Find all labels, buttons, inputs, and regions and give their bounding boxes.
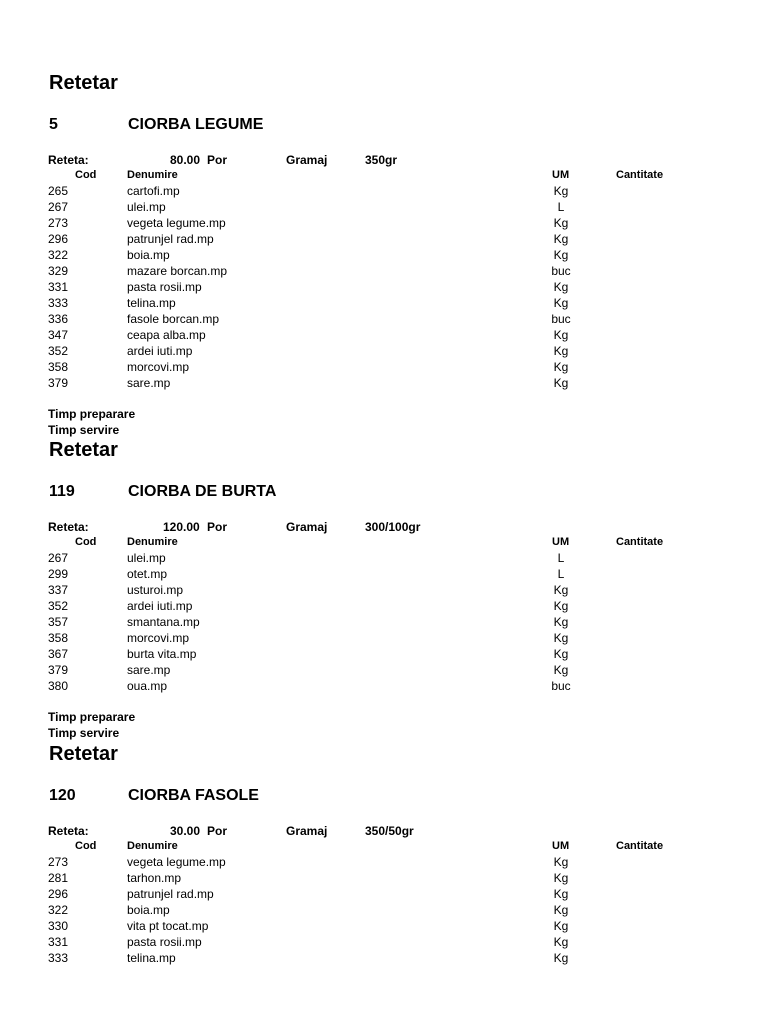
ingredient-unit: buc [551,264,571,278]
ingredient-unit: L [557,567,565,581]
timp-preparare-label: Timp preparare [48,710,136,724]
ingredient-code: 357 [48,615,69,629]
ingredient-code: 273 [48,855,69,869]
ingredient-unit: Kg [553,951,569,965]
ingredient-name: pasta rosii.mp [127,280,202,294]
ingredient-name: ardei iuti.mp [127,599,193,613]
ingredient-name: boia.mp [127,903,170,917]
ingredient-code: 358 [48,631,69,645]
ingredient-code: 281 [48,871,69,885]
ingredient-name: telina.mp [127,951,176,965]
ingredient-name: boia.mp [127,248,170,262]
portions-unit: Por [207,520,228,534]
reteta-line [0,823,768,839]
table-row [0,295,768,311]
ingredient-name: otet.mp [127,567,168,581]
table-row [0,582,768,598]
portions-unit: Por [207,824,228,838]
ingredient-code: 336 [48,312,69,326]
ingredient-code: 333 [48,951,69,965]
dish-code: 119 [49,483,75,500]
ingredient-list [0,183,768,391]
table-row [0,646,768,662]
ingredient-unit: Kg [553,184,569,198]
table-row [0,215,768,231]
table-row [0,247,768,263]
reteta-line [0,152,768,168]
table-row [0,231,768,247]
ingredient-code: 367 [48,647,69,661]
table-row [0,854,768,870]
header-cantitate: Cantitate [616,840,664,852]
gramaj-value: 350/50gr [365,824,414,838]
gramaj-label: Gramaj [286,153,328,167]
dish-name: CIORBA FASOLE [128,787,259,804]
dish-code: 5 [49,116,58,133]
page-title: Retetar [49,743,118,765]
ingredient-code: 352 [48,344,69,358]
ingredient-name: burta vita.mp [127,647,197,661]
ingredient-unit: Kg [553,248,569,262]
page-title: Retetar [49,439,118,461]
ingredient-unit: Kg [553,615,569,629]
header-denumire: Denumire [127,169,178,181]
ingredient-unit: Kg [553,887,569,901]
ingredient-unit: Kg [553,280,569,294]
header-cod: Cod [75,536,97,548]
ingredient-unit: Kg [553,232,569,246]
table-row [0,678,768,694]
reteta-label: Reteta: [48,824,89,838]
header-cod: Cod [75,840,97,852]
gramaj-value: 300/100gr [365,520,421,534]
ingredient-name: patrunjel rad.mp [127,887,214,901]
recipe-footer [48,406,135,438]
table-row [0,662,768,678]
ingredient-code: 273 [48,216,69,230]
ingredient-code: 296 [48,887,69,901]
ingredient-code: 329 [48,264,69,278]
ingredient-code: 379 [48,663,69,677]
ingredient-name: patrunjel rad.mp [127,232,214,246]
ingredient-unit: Kg [553,216,569,230]
ingredient-code: 299 [48,567,69,581]
ingredient-unit: Kg [553,583,569,597]
table-row [0,614,768,630]
ingredient-unit: buc [551,679,571,693]
ingredient-name: pasta rosii.mp [127,935,202,949]
ingredient-name: smantana.mp [127,615,200,629]
ingredient-code: 267 [48,551,69,565]
header-um: UM [552,536,570,548]
ingredient-name: morcovi.mp [127,360,190,374]
portions-value: 120.00 [163,520,200,534]
ingredient-list [0,550,768,694]
table-header [0,168,768,182]
ingredient-name: vegeta legume.mp [127,855,226,869]
table-row [0,327,768,343]
ingredient-unit: buc [551,312,571,326]
ingredient-code: 352 [48,599,69,613]
table-row [0,550,768,566]
ingredient-name: ulei.mp [127,551,166,565]
ingredient-unit: Kg [553,376,569,390]
ingredient-code: 358 [48,360,69,374]
reteta-line [0,519,768,535]
header-denumire: Denumire [127,536,178,548]
table-row [0,375,768,391]
gramaj-label: Gramaj [286,520,328,534]
recipe-footer [48,709,135,741]
ingredient-unit: Kg [553,631,569,645]
header-cantitate: Cantitate [616,536,664,548]
ingredient-code: 331 [48,935,69,949]
table-row [0,870,768,886]
dish-name: CIORBA LEGUME [128,116,264,133]
dish-name: CIORBA DE BURTA [128,483,277,500]
ingredient-unit: Kg [553,599,569,613]
ingredient-name: vita pt tocat.mp [127,919,209,933]
ingredient-unit: Kg [553,871,569,885]
ingredient-code: 330 [48,919,69,933]
timp-preparare-label: Timp preparare [48,407,136,421]
table-row [0,279,768,295]
ingredient-unit: L [557,551,565,565]
ingredient-code: 337 [48,583,69,597]
table-row [0,950,768,966]
table-row [0,263,768,279]
table-row [0,886,768,902]
ingredient-name: fasole borcan.mp [127,312,220,326]
header-um: UM [552,840,570,852]
ingredient-code: 333 [48,296,69,310]
ingredient-name: sare.mp [127,376,171,390]
gramaj-label: Gramaj [286,824,328,838]
ingredient-name: cartofi.mp [127,184,180,198]
ingredient-code: 265 [48,184,69,198]
ingredient-unit: Kg [553,296,569,310]
ingredient-name: oua.mp [127,679,168,693]
timp-servire-label: Timp servire [48,726,120,740]
header-um: UM [552,169,570,181]
ingredient-code: 296 [48,232,69,246]
table-row [0,359,768,375]
ingredient-code: 331 [48,280,69,294]
table-row [0,934,768,950]
gramaj-value: 350gr [365,153,398,167]
ingredient-list [0,854,768,966]
table-row [0,343,768,359]
ingredient-unit: Kg [553,903,569,917]
table-header [0,535,768,549]
table-row [0,199,768,215]
header-denumire: Denumire [127,840,178,852]
reteta-label: Reteta: [48,153,89,167]
ingredient-unit: L [557,200,565,214]
ingredient-name: vegeta legume.mp [127,216,226,230]
ingredient-unit: Kg [553,855,569,869]
table-row [0,311,768,327]
table-row [0,630,768,646]
ingredient-name: ardei iuti.mp [127,344,193,358]
ingredient-unit: Kg [553,919,569,933]
table-header [0,839,768,853]
ingredient-unit: Kg [553,344,569,358]
ingredient-code: 379 [48,376,69,390]
ingredient-code: 322 [48,248,69,262]
ingredient-unit: Kg [553,647,569,661]
ingredient-name: sare.mp [127,663,171,677]
ingredient-name: telina.mp [127,296,176,310]
ingredient-code: 322 [48,903,69,917]
ingredient-unit: Kg [553,663,569,677]
ingredient-unit: Kg [553,935,569,949]
ingredient-unit: Kg [553,360,569,374]
header-cantitate: Cantitate [616,169,664,181]
ingredient-name: ulei.mp [127,200,166,214]
portions-value: 80.00 [170,153,201,167]
table-row [0,598,768,614]
ingredient-code: 267 [48,200,69,214]
table-row [0,183,768,199]
portions-value: 30.00 [170,824,201,838]
portions-unit: Por [207,153,228,167]
dish-code: 120 [49,787,76,804]
ingredient-name: tarhon.mp [127,871,182,885]
reteta-label: Reteta: [48,520,89,534]
table-row [0,918,768,934]
header-cod: Cod [75,169,97,181]
ingredient-name: usturoi.mp [127,583,184,597]
ingredient-name: morcovi.mp [127,631,190,645]
timp-servire-label: Timp servire [48,423,120,437]
ingredient-unit: Kg [553,328,569,342]
ingredient-code: 380 [48,679,69,693]
table-row [0,566,768,582]
page-title: Retetar [49,72,118,94]
table-row [0,902,768,918]
ingredient-code: 347 [48,328,69,342]
ingredient-name: mazare borcan.mp [127,264,228,278]
ingredient-name: ceapa alba.mp [127,328,206,342]
